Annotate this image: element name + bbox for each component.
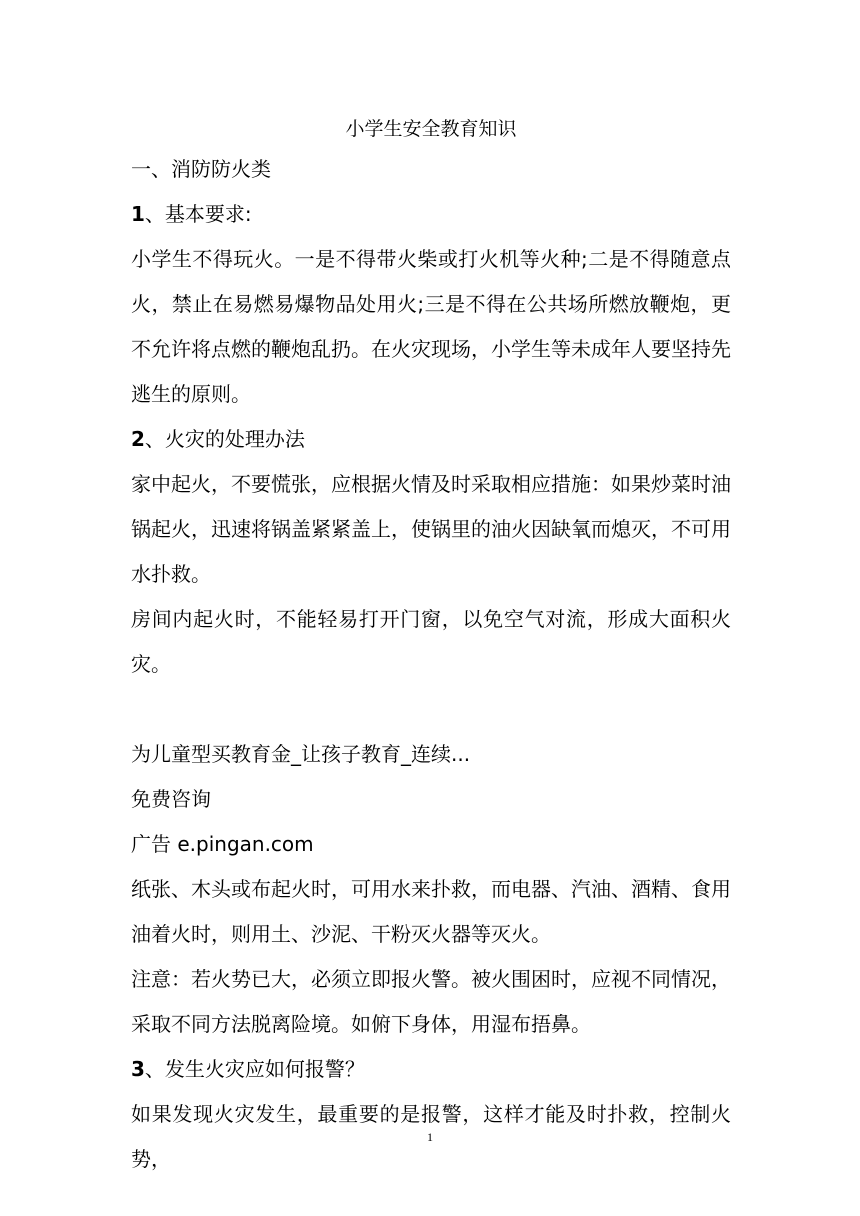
- paragraph-room-fire: 房间内起火时，不能轻易打开门窗，以免空气对流，形成大面积火灾。: [131, 607, 731, 676]
- subheading-number: 3: [131, 1057, 145, 1081]
- paragraph-basic-requirements: 小学生不得玩火。一是不得带火柴或打火机等火种;二是不得随意点火，禁止在易燃易爆物品处用火;三是不得在公共场所燃放鞭炮，更不允许将点燃的鞭炮乱扔。在火灾现场，小学生等未成年人要坚持先逃生的原则。: [131, 247, 731, 406]
- ad-label: 广告: [131, 832, 171, 856]
- paragraph-fire-alarm: 如果发现火灾发生，最重要的是报警，这样才能及时扑救，控制火势，: [131, 1102, 731, 1171]
- subheading-text: 、发生火灾应如何报警？: [144, 1057, 365, 1081]
- subheading-number: 2: [131, 427, 145, 451]
- document-body: [131, 110, 731, 1182]
- ad-domain[interactable]: e.pingan.com: [177, 832, 314, 856]
- paragraph-caution: 注意：若火势已大，必须立即报火警。被火围困时，应视不同情况，采取不同方法脱离险境。如俯下身体，用湿布捂鼻。: [131, 967, 731, 1036]
- document-title: 小学生安全教育知识: [345, 118, 517, 140]
- subheading-text: 、基本要求:: [144, 202, 252, 226]
- page-number: 1: [427, 1130, 433, 1144]
- paragraph-kitchen-fire: 家中起火，不要慌张，应根据火情及时采取相应措施：如果炒菜时油锅起火，迅速将锅盖紧紧盖上，使锅里的油火因缺氧而熄灭，不可用水扑救。: [131, 472, 731, 586]
- subheading-basic-requirements: [131, 192, 731, 237]
- subheading-text: 、火灾的处理办法: [144, 427, 305, 451]
- section-heading: 一、消防防火类: [131, 157, 271, 181]
- paragraph-extinguish-methods: 纸张、木头或布起火时，可用水来扑救，而电器、汽油、酒精、食用油着火时，则用土、沙泥、干粉灭火器等灭火。: [131, 877, 731, 946]
- blank-line: [131, 687, 731, 732]
- subheading-fire-alarm: [131, 1047, 731, 1092]
- ad-source: [131, 822, 731, 867]
- subheading-number: 1: [131, 202, 145, 226]
- subheading-fire-handling: [131, 417, 731, 462]
- ad-consult-link[interactable]: 免费咨询: [131, 787, 211, 811]
- ad-title-link[interactable]: 为儿童型买教育金_让孩子教育_连续...: [131, 742, 471, 766]
